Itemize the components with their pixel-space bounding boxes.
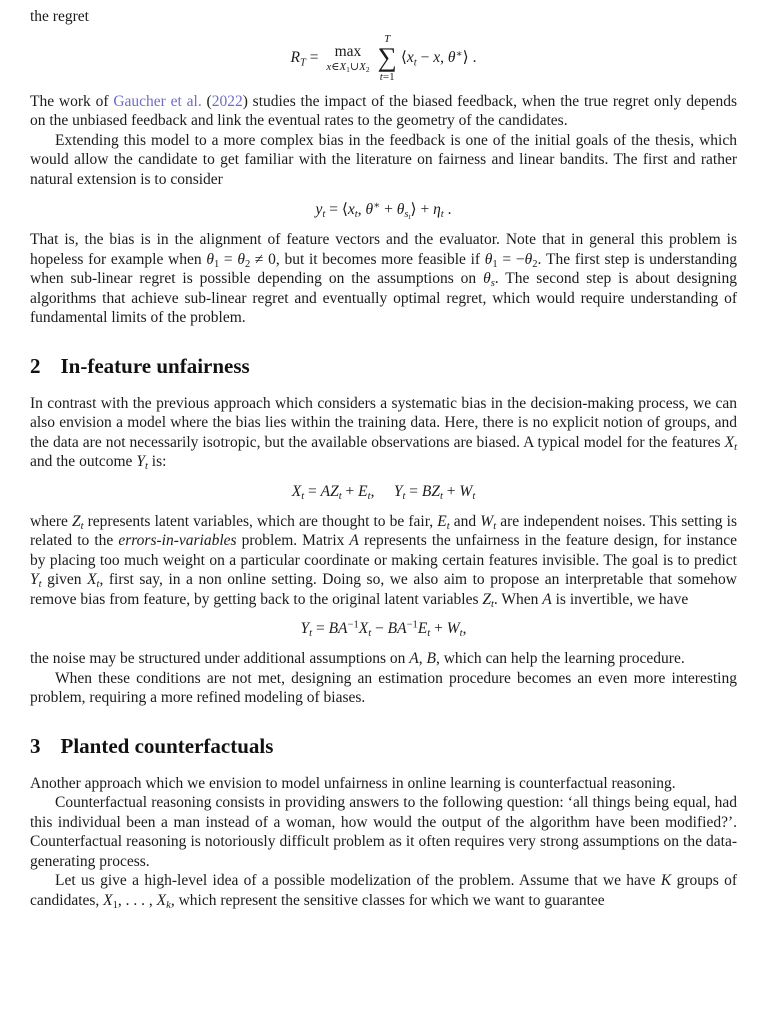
math-operator-stack: T ∑ t=1 bbox=[377, 32, 397, 83]
section-3-heading bbox=[30, 734, 737, 759]
math-operator-stack: max $x\in X_1\cup X_2$ bbox=[326, 42, 370, 74]
citation-link[interactable]: 2022 bbox=[211, 92, 243, 110]
equation-feature-model bbox=[30, 483, 737, 501]
equation-biased-feedback bbox=[30, 200, 737, 222]
equation-regret-content: $R_T$ = max $x\in X_1\cup X_2$ T ∑ t=1 $⟨x_t - x$, θ∗⟩ . bbox=[290, 32, 477, 83]
paragraph-conditions-not-met: When these conditions are not met, designing an estimation procedure becomes an even more interesting problem, requiring a more refined modeling of biases. bbox=[30, 669, 737, 707]
section-2-title: In-feature unfairness bbox=[60, 353, 250, 378]
paragraph-another-approach: Another approach which we envision to model unfairness in online learning is counterfactual reasoning. bbox=[30, 774, 676, 792]
paragraph-counterfactual-reasoning: Counterfactual reasoning consists in providing answers to the following question: ‘all things being equal, had this individual been a man instead of a woman, how would the output of the algorithm have been modified?’. Counterfactual reasoning is notoriously difficult problem as it often requires very strong assumptions on the data-generating process. bbox=[30, 794, 737, 870]
paragraph-high-level-idea: Let us give a high-level idea of a possible modelization of the problem. Assume that we have K groups of candidates, $X_1$, . . . , $X_k$, which represent the sensitive classes for which we want to guarantee bbox=[30, 872, 738, 912]
paragraph-bias-alignment: That is, the bias is in the alignment of feature vectors and the evaluator. Note that in general this problem is hopeless for example when $\theta_1 = \theta_2 \ne 0$, but it becomes more feasible if $\theta_1 = -\theta_2$. The first step is understanding when sub-linear regret is possible depending on the assumptions on $\theta_s$. The second step is about designing algorithms that achieve sub-linear regret and eventually optimal regret, which would require understanding of fundamental limits of the problem. bbox=[30, 231, 737, 327]
section-3-title: Planted counterfactuals bbox=[60, 733, 274, 758]
equation-regret-definition bbox=[30, 33, 737, 84]
paragraph-regret-intro: the regret bbox=[30, 8, 89, 25]
paragraph-extending-model: Extending this model to a more complex bias in the feedback is one of the initial goals of the thesis, which would allow the candidate to get familiar with the literature on fairness and linear bandits. The first and rather natural extension is to consider bbox=[30, 131, 737, 188]
section-2-number: 2 bbox=[30, 353, 41, 378]
equation-inverse-model-content: $Y_t = BA^{-1}X_t - BA^{-1}E_t + W_t$, bbox=[300, 620, 467, 640]
equation-feature-model-content: $X_t = AZ_t + E_t$, $Y_t = BZ_t + W_t$ bbox=[291, 482, 476, 502]
paragraph-structured-noise: the noise may be structured under additional assumptions on A, B, which can help the learning procedure. bbox=[30, 650, 685, 668]
paragraph-latent-variables: where $Z_t$ represents latent variables, which are thought to be fair, $E_t$ and $W_t$ are independent noises. This setting is related to the errors-in-variables problem. Matrix A represents the unfairness in the feature design, for instance by placing too much weight on a particular coordinate or making certain features invisible. The goal is to predict $Y_t$ given $X_t$, first say, in a non online setting. Doing so, we also aim to propose an interpretable that somehow remove bias from feature, by getting back to the original latent variables $Z_t$. When A is invertible, we have bbox=[30, 512, 738, 610]
citation-link[interactable]: Gaucher et al. bbox=[113, 92, 202, 110]
paragraph-in-contrast: In contrast with the previous approach which considers a systematic bias in the decision-making process, we can also envision a model where the bias lies within the training data. Here, there is no explicit notion of groups, and the data are not necessarily isotropic, but the available observations are biased. A typical model for the features $X_t$ and the outcome $Y_t$ is: bbox=[30, 394, 737, 473]
section-3-number: 3 bbox=[30, 733, 41, 758]
equation-biased-feedback-content: $y_t$ = $⟨x_t$, $\theta^∗ + \theta_{s_t}⟩ + \eta_t$ . bbox=[315, 200, 452, 222]
section-2-heading bbox=[30, 354, 737, 379]
paragraph-gaucher-work: The work of Gaucher et al. (2022) studies the impact of the biased feedback, when the true regret only depends on the unbiased feedback and link the eventual rates to the geometry of the candidates. bbox=[30, 92, 737, 130]
equation-inverse-model bbox=[30, 620, 737, 638]
